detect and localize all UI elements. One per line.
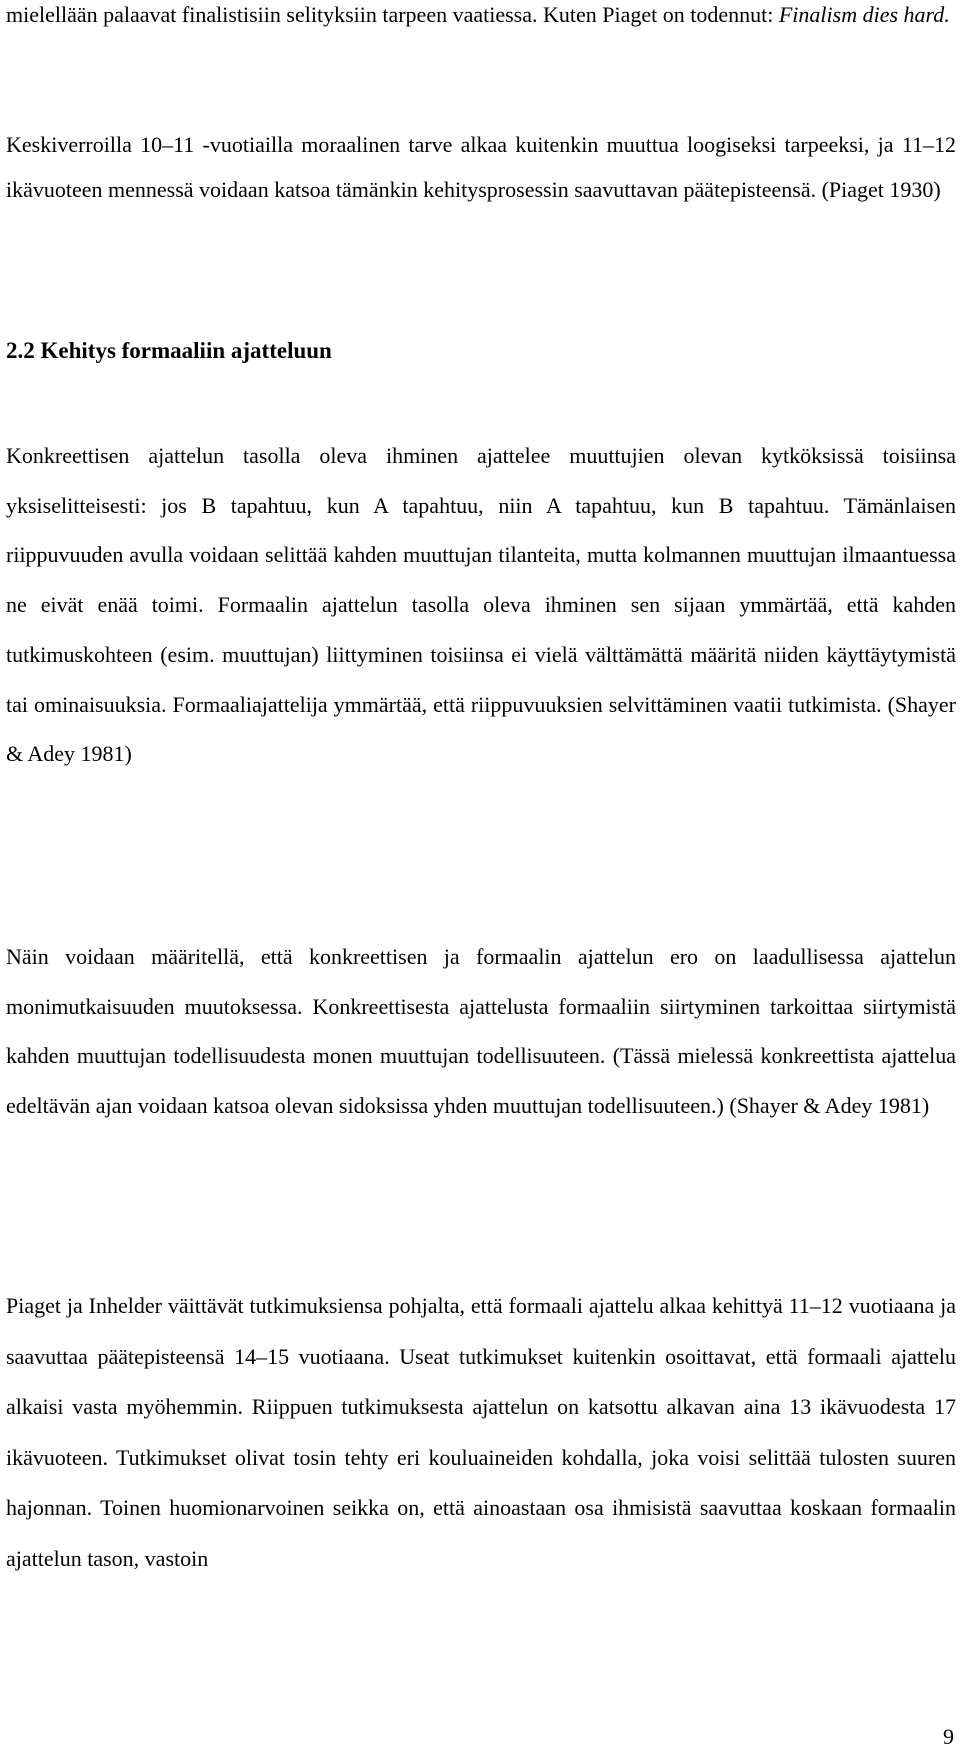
page-number: 9 xyxy=(943,1724,954,1749)
top-paragraph-text: mielellään palaavat finalistisiin selityksiin tarpeen vaatiessa. Kuten Piaget on todennut: xyxy=(6,2,779,27)
section-heading: 2.2 Kehitys formaaliin ajatteluun xyxy=(6,338,332,363)
top-paragraph-italic-quote: Finalism dies hard. xyxy=(778,2,950,27)
paragraph-piaget-inhelder: Piaget ja Inhelder väittävät tutkimuksiensa pohjalta, että formaali ajattelu alkaa kehittyä 11–12 vuotiaana ja saavuttaa päätepisteensä 14–15 vuotiaana. Useat tutkimukset kuitenkin osoittavat, että formaali ajattelu alkaisi vasta myöhemmin. Riippuen tutkimuksesta ajattelun on katsottu alkavan aina 13 ikävuodesta 17 ikävuoteen. Tutkimukset olivat tosin tehty eri kouluaineiden kohdalla, joka voisi selittää tulosten suuren hajonnan. Toinen huomionarvoinen seikka on, että ainoastaan osa ihmisistä saavuttaa koskaan formaalin ajattelun tason, vastoin xyxy=(6,1293,956,1571)
paragraph-qualitative-difference: Näin voidaan määritellä, että konkreettisen ja formaalin ajattelun ero on laadullisessa ajattelun monimutkaisuuden muutoksessa. Konkreettisesta ajattelusta formaaliin siirtyminen tarkoittaa siirtymistä kahden muuttujan todellisuudesta monen muuttujan todellisuuteen. (Tässä mielessä konkreettista ajattelua edeltävän ajan voidaan katsoa olevan sidoksissa yhden muuttujan todellisuuteen.) (Shayer & Adey 1981) xyxy=(6,944,956,1118)
paragraph-concrete-thinking: Konkreettisen ajattelun tasolla oleva ihminen ajattelee muuttujien olevan kytköksissä toisiinsa yksiselitteisesti: jos B tapahtuu, kun A tapahtuu, niin A tapahtuu, kun B tapahtuu. Tämänlaisen riippuvuuden avulla voidaan selittää kahden muuttujan tilanteita, mutta kolmannen muuttujan ilmaantuessa ne eivät enää toimi. Formaalin ajattelun tasolla oleva ihminen sen sijaan ymmärtää, että kahden tutkimuskohteen (esim. muuttujan) liittyminen toisiinsa ei vielä välttämättä määritä niiden käyttäytymistä tai ominaisuuksia. Formaaliajattelija ymmärtää, että riippuvuuksien selvittäminen vaatii tutkimista. (Shayer & Adey 1981) xyxy=(6,443,956,767)
paragraph-moral-development: Keskiverroilla 10–11 -vuotiailla moraalinen tarve alkaa kuitenkin muuttua loogiseksi tarpeeksi, ja 11–12 ikävuoteen mennessä voidaan katsoa tämänkin kehitysprosessin saavuttavan päätepisteensä. (Piaget 1930) xyxy=(6,132,956,202)
top-paragraph xyxy=(6,0,956,36)
